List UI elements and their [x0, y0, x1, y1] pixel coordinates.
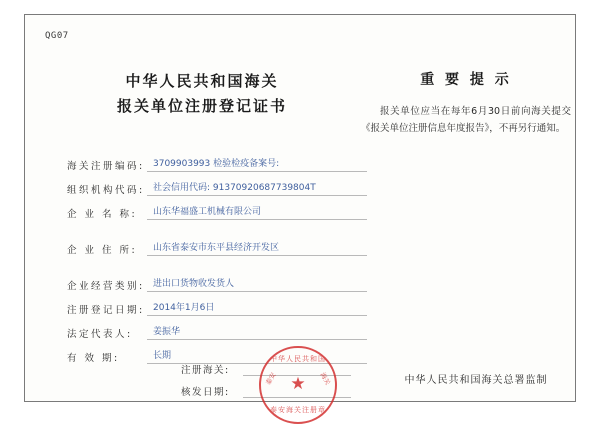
field-value: 姜振华 [147, 324, 367, 340]
signature-label: 核发日期: [181, 387, 230, 398]
notice-block [361, 69, 571, 137]
title-line-2: 报关单位注册登记证书 [116, 97, 287, 115]
field-value: 进出口货物收发货人 [147, 276, 367, 292]
document-code: QG07 [45, 31, 69, 41]
field-label: 有 效 期: [67, 353, 120, 364]
field-value: 山东华福盛工机械有限公司 [147, 204, 367, 220]
seal-bottom-text: 泰安海关注册章 [270, 406, 326, 414]
field-value: 2014年1月6日 [147, 300, 367, 316]
certificate-frame [24, 14, 576, 414]
field-label: 企 业 名 称: [67, 209, 138, 220]
star-icon: ★ [290, 374, 306, 395]
field-label: 企 业 住 所: [67, 245, 138, 256]
field-list [67, 149, 367, 365]
official-seal [259, 346, 337, 424]
field-label: 企业经营类别: [67, 281, 145, 292]
field-row [67, 197, 367, 220]
field-row [67, 149, 367, 172]
issuer-text: 中华人民共和国海关总署监制 [404, 375, 548, 386]
field-row [67, 233, 367, 256]
field-row [67, 317, 367, 340]
seal-left-text: 泰安 [264, 371, 278, 387]
field-label: 海关注册编码: [67, 161, 145, 172]
field-label: 组织机构代码: [67, 185, 145, 196]
seal-right-text: 海关 [318, 371, 332, 387]
notice-title: 重 要 提 示 [420, 72, 512, 88]
field-value: 3709903993 检验检疫备案号: [147, 156, 367, 172]
field-label: 法定代表人: [67, 329, 133, 340]
field-row [67, 173, 367, 196]
field-value: 长期 [147, 348, 367, 364]
field-value: 社会信用代码: 91370920687739804T [147, 180, 367, 196]
title-line-1: 中华人民共和国海关 [125, 72, 279, 90]
field-label: 注册登记日期: [67, 305, 145, 316]
seal-top-text: 中华人民共和国 [270, 355, 326, 363]
signature-label: 注册海关: [181, 365, 230, 376]
notice-body: 报关单位应当在每年6月30日前向海关提交《报关单位注册信息年度报告》，不再另行通知。 [361, 106, 571, 134]
field-row [67, 269, 367, 292]
certificate-title [67, 69, 337, 119]
field-value: 山东省泰安市东平县经济开发区 [147, 240, 367, 256]
field-row [67, 293, 367, 316]
certificate-inner [31, 21, 571, 414]
